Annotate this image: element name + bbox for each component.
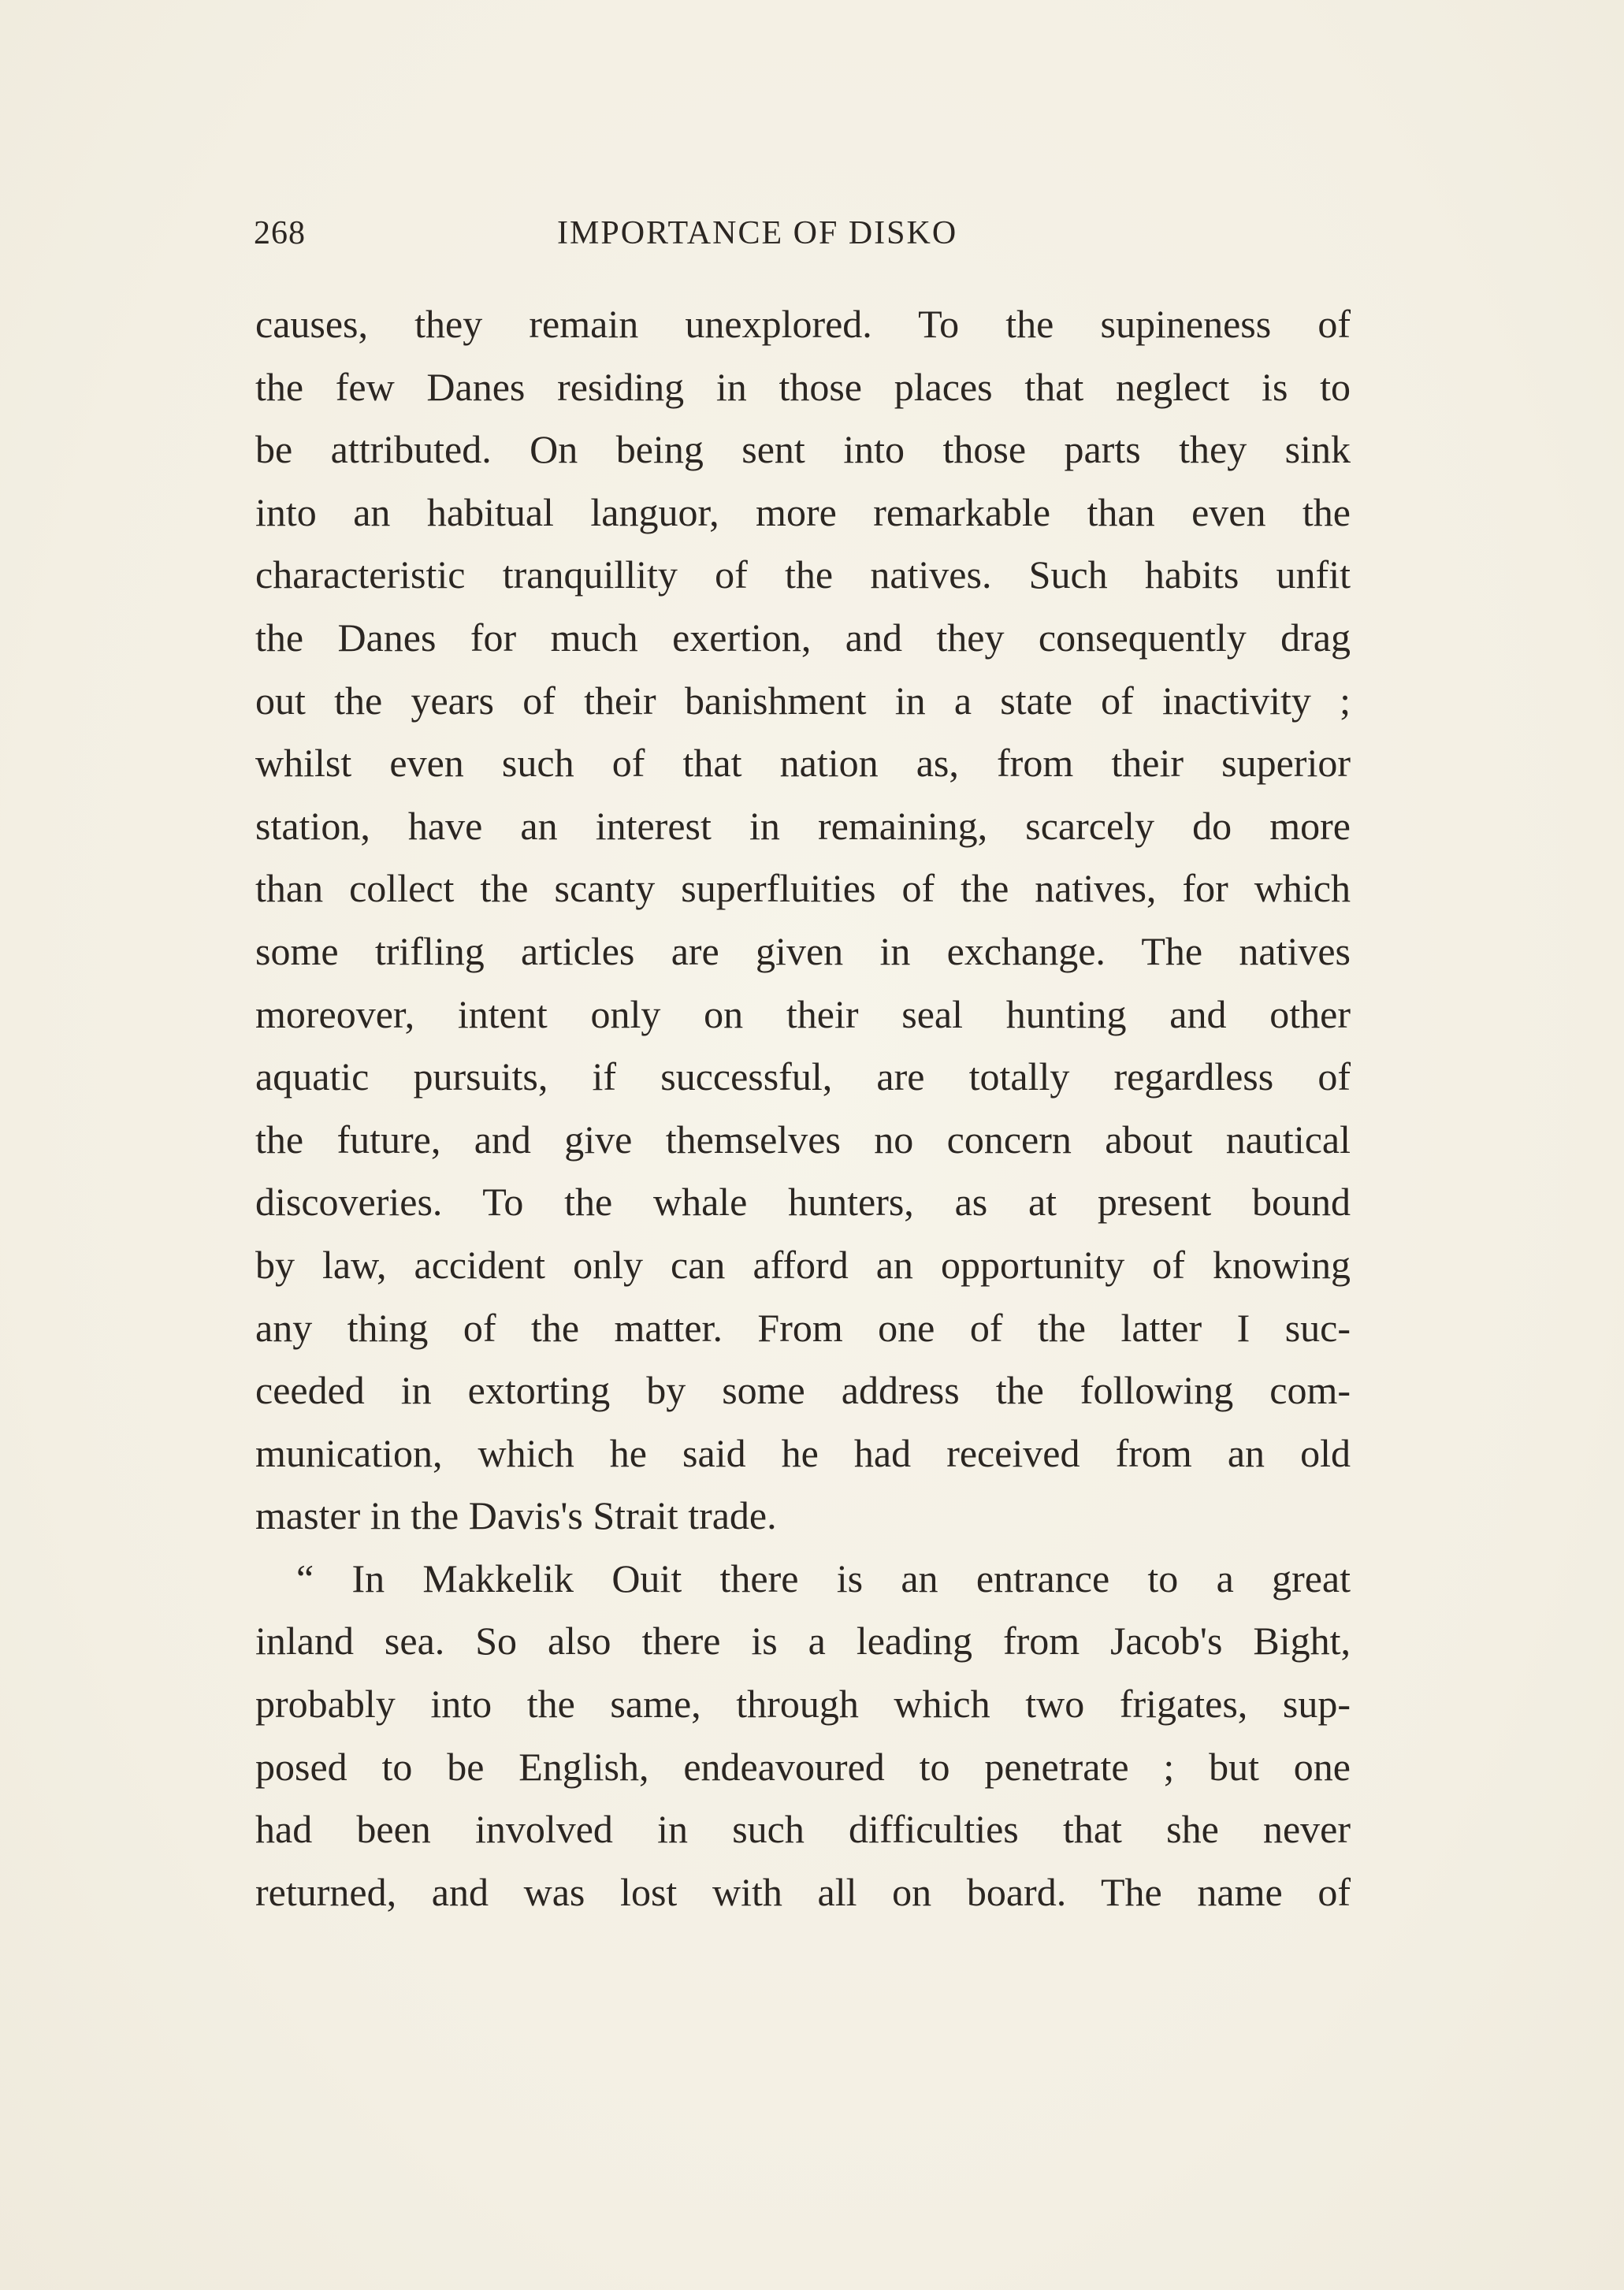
text-line: “ In Makkelik Ouit there is an entrance to a great [296, 1556, 1351, 1600]
text-line: inland sea. So also there is a leading from Jacob's Bight, [255, 1619, 1351, 1664]
running-head [254, 214, 1349, 262]
text-line: some trifling articles are given in exchange. The natives [255, 928, 1351, 973]
text-line: probably into the same, through which two frigates, sup- [255, 1682, 1351, 1727]
text-line: characteristic tranquillity of the natives. Such habits unfit [255, 552, 1351, 597]
text-line: than collect the scanty superfluities of the natives, for which [255, 866, 1351, 911]
text-line: moreover, intent only on their seal hunting and other [255, 991, 1351, 1036]
text-line: station, have an interest in remaining, scarcely do more [255, 803, 1351, 848]
text-line: the Danes for much exertion, and they consequently drag [255, 615, 1351, 660]
text-line: the future, and give themselves no concern about nautical [255, 1117, 1351, 1162]
text-line: returned, and was lost with all on board. The name of [255, 1869, 1351, 1914]
text-line: master in the Davis's Strait trade. [255, 1493, 777, 1538]
text-line: aquatic pursuits, if successful, are totally regardless of [255, 1054, 1351, 1099]
text-line: the few Danes residing in those places that neglect is to [255, 364, 1351, 409]
text-line: into an habitual languor, more remarkable than even the [255, 489, 1351, 534]
text-line: whilst even such of that nation as, from their superior [255, 741, 1351, 786]
text-line: discoveries. To the whale hunters, as at present bound [255, 1180, 1351, 1225]
text-line: by law, accident only can afford an opportunity of knowing [255, 1242, 1351, 1287]
text-line: out the years of their banishment in a state of inactivity ; [255, 678, 1351, 723]
text-line: munication, which he said he had received from an old [255, 1430, 1351, 1475]
text-line: had been involved in such difficulties that she never [255, 1807, 1351, 1852]
text-line: be attributed. On being sent into those parts they sink [255, 427, 1351, 472]
body-text [255, 293, 1351, 1924]
page-number: 268 [254, 215, 306, 251]
running-title: IMPORTANCE OF DISKO [557, 215, 958, 251]
text-line: any thing of the matter. From one of the latter I suc- [255, 1305, 1351, 1350]
text-line: causes, they remain unexplored. To the supineness of [255, 302, 1351, 346]
text-line: posed to be English, endeavoured to penetrate ; but one [255, 1744, 1351, 1789]
text-line: ceeded in extorting by some address the following com- [255, 1368, 1351, 1413]
